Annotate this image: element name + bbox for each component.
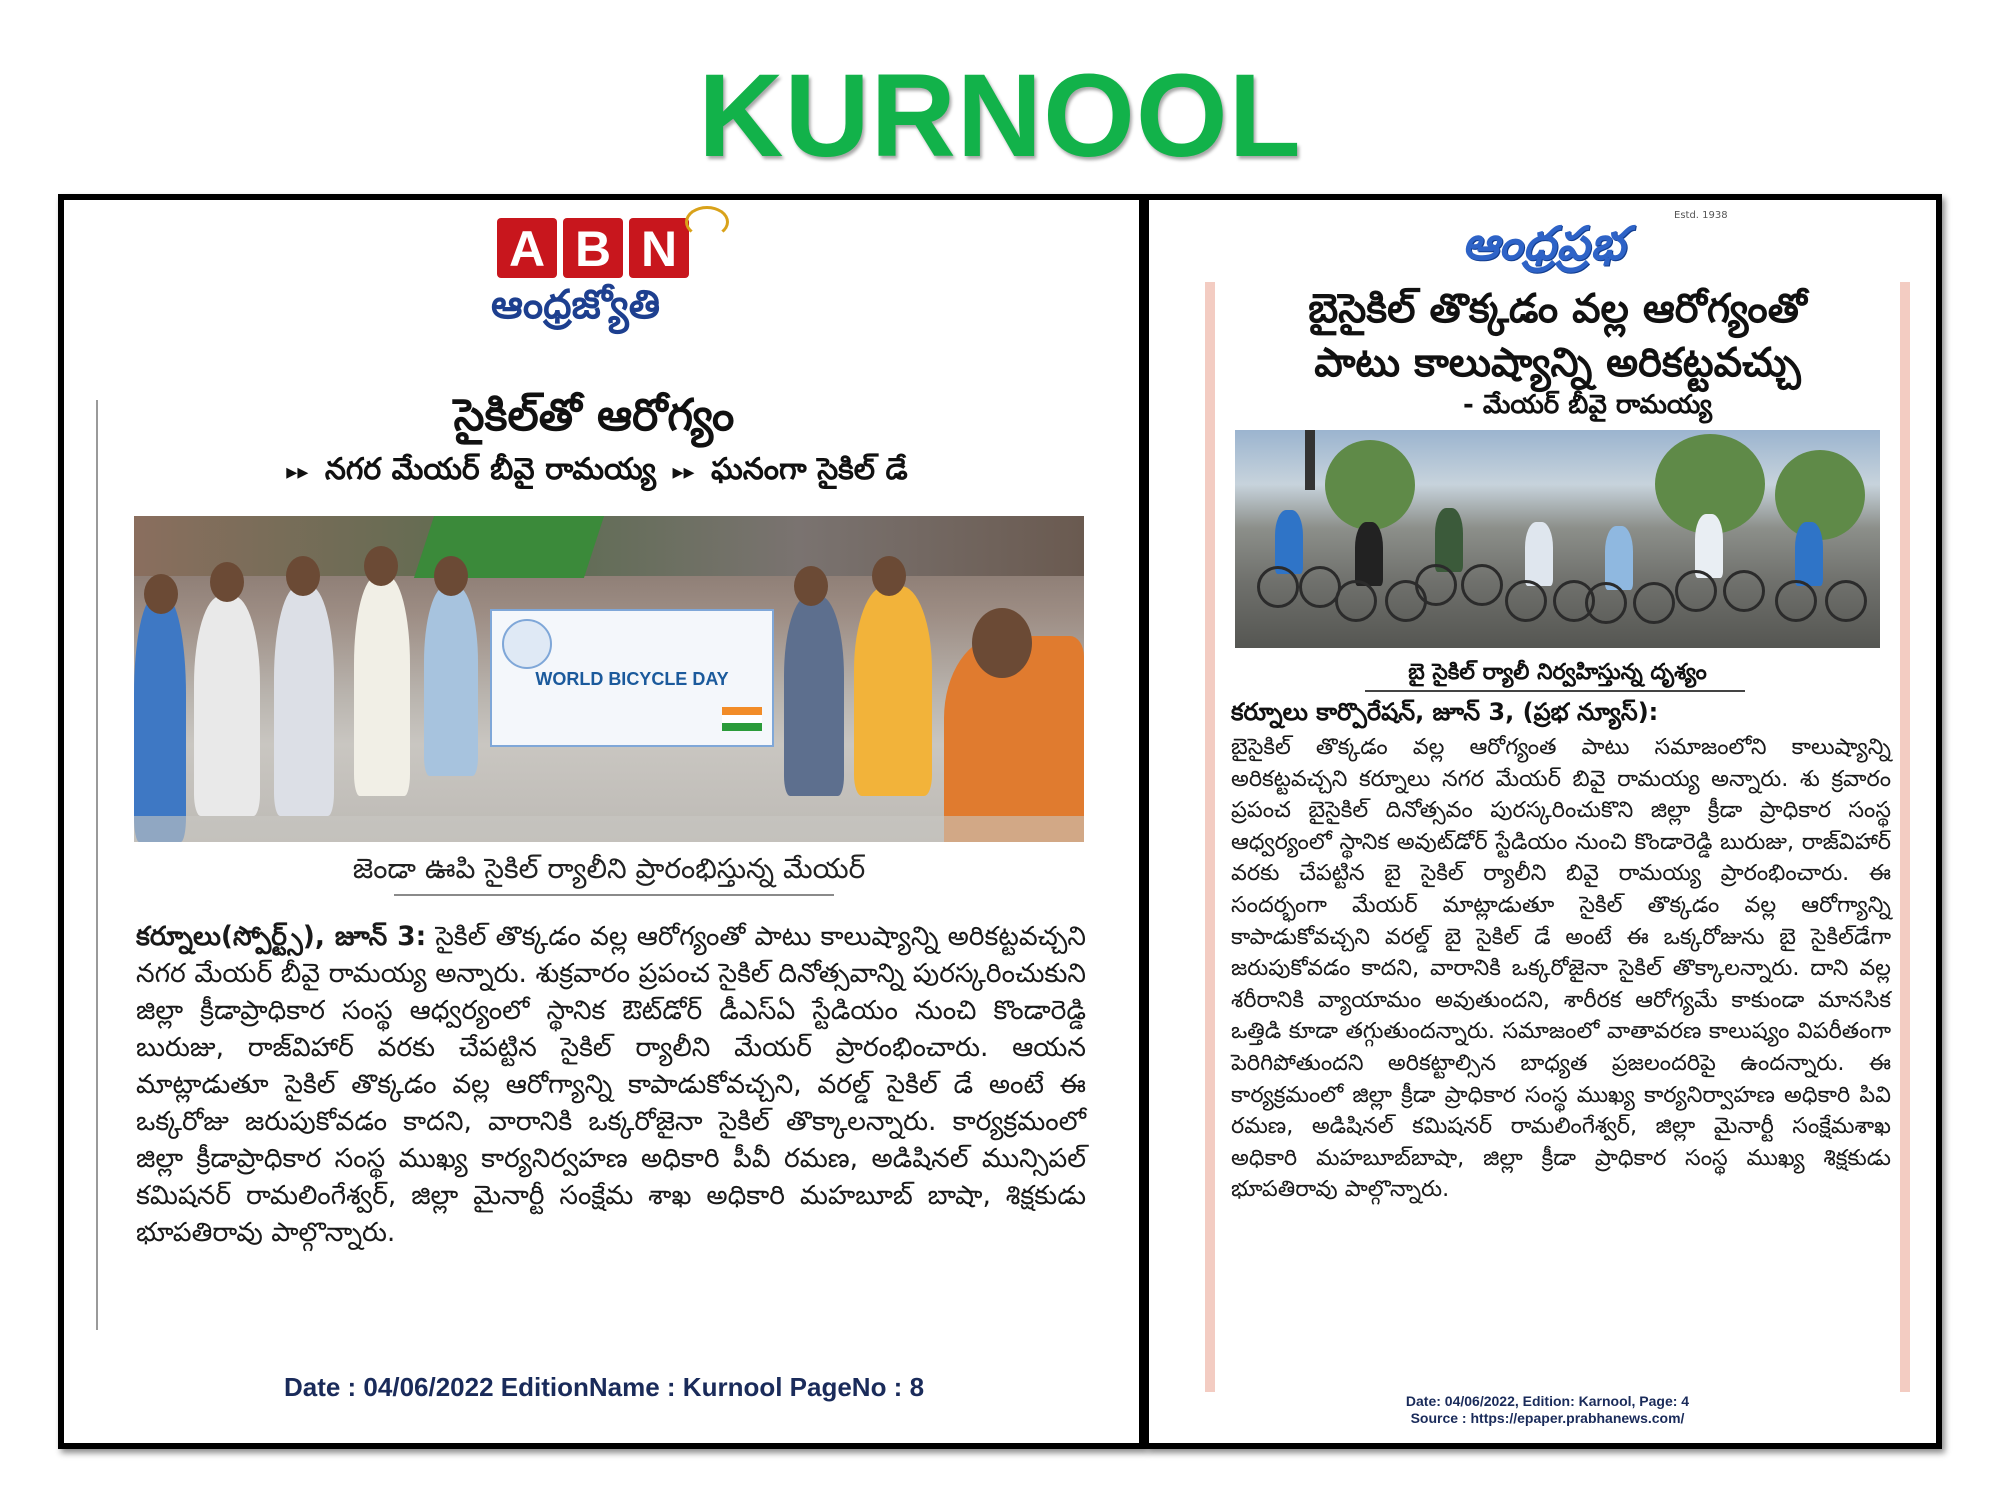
article-text: సైకిల్ తొక్కడం వల్ల ఆరోగ్యంతో పాటు కాలుష్యాన్ని అరికట్టవచ్చని నగర మేయర్ బీవై రామయ్య అన్నారు. శుక్రవారం ప్రపంచ సైకిల్ దినోత్సవాన్ని పురస్కరించుకుని జిల్లా క్రీడాప్రాధికార సంస్థ ఆధ్వర్యంలో స్థానిక ఔట్‌డోర్ డీఎస్ఏ స్టేడియం నుంచి కొండారెడ్డి బురుజు, రాజ్‌విహార్ వరకు చేపట్టిన సైకిల్ ర్యాలీని మేయర్ ప్రారంభించారు. ఆయన మాట్లాడుతూ సైకిల్ తొక్కడం వల్ల ఆరోగ్యాన్ని కాపాడుకోవచ్చని, వరల్డ్ సైకిల్ డే అంటే ఈ ఒక్కరోజు జరుపుకోవడం కాదని, వారానికి ఒక్కరోజైనా సైకిల్ తొక్కాలన్నారు. కార్యక్రమంలో జిల్లా క్రీడాప్రాధికార సంస్థ ముఖ్య కార్యనిర్వహణ అధికారి పీవీ రమణ, అడిషినల్ మున్సిపల్ కమిషనర్ రామలింగేశ్వర్, జిల్లా మైనార్టీ సంక్షేమ శాఖ అధికారి మహబూబ్ బాషా, శిక్షకుడు భూపతిరావు పాల్గొన్నారు.	[136, 921, 1086, 1248]
article-panel	[1205, 282, 1910, 1392]
caption-underline	[394, 894, 834, 896]
flag-icon	[722, 707, 762, 731]
article-byline: - మేయర్ బీవై రామయ్య	[1463, 390, 1712, 420]
logo-letter-a: A	[497, 218, 557, 278]
subhead-item: నగర మేయర్ బీవై రామయ్య	[324, 452, 656, 487]
bullet-arrow-icon: ▸▸	[672, 460, 695, 485]
article-headline	[1215, 282, 1900, 390]
photo-caption: జెండా ఊపి సైకిల్ ర్యాలీని ప్రారంభిస్తున్న మేయర్	[352, 852, 866, 885]
edition-footer: Date : 04/06/2022 EditionName : Kurnool PageNo : 8	[283, 1372, 925, 1402]
edition-date-line: Date: 04/06/2022, Edition: Karnool, Page: 4	[1405, 1393, 1690, 1409]
column-rule	[96, 400, 98, 1330]
abn-andhrajyothy-logo	[487, 218, 757, 368]
headline-line: బైసైకిల్ తొక్కడం వల్ల ఆరోగ్యంతో	[1308, 286, 1807, 332]
logo-subtitle: ఆంధ్రజ్యోతి	[491, 282, 660, 328]
article-dateline: కర్నూలు కార్పొరేషన్, జూన్ 3, (ప్రభ న్యూస్):	[1231, 698, 1659, 726]
article-headline: సైకిల్‌తో ఆరోగ్యం	[453, 390, 735, 441]
logo-letter-b: B	[563, 218, 623, 278]
photo-caption: బై సైకిల్ ర్యాలీ నిర్వహిస్తున్న దృశ్యం	[1408, 660, 1707, 685]
abn-clipping	[58, 194, 1145, 1449]
logo-letter-n: N	[629, 218, 689, 278]
world-bicycle-day-banner	[490, 609, 774, 747]
bullet-arrow-icon: ▸▸	[286, 460, 309, 485]
logo-swirl-icon	[685, 206, 729, 238]
article-body: బైసైకిల్ తొక్కడం వల్ల ఆరోగ్యంత పాటు సమాజంలోని కాలుష్యాన్ని అరికట్టవచ్చని కర్నూలు నగర మేయర్ బివై రామయ్య అన్నారు. శు క్రవారం ప్రపంచ బైసైకిల్ దినోత్సవం పురస్కరించుకొని జిల్లా క్రీడా ప్రాధికార సంస్థ ఆధ్వర్యంలో స్థానిక అవుట్‌డోర్ స్టేడియం నుంచి కొండారెడ్డి బురుజు, రాజ్‌విహార్ వరకు చేపట్టిన బై సైకిల్ ర్యాలీని బివై రామయ్య ప్రారంభించారు. ఈ సందర్భంగా మేయర్ మాట్లాడుతూ సైకిల్ తొక్కడం వల్ల ఆరోగ్యాన్ని కాపాడుకోవచ్చని వరల్డ్ బై సైకిల్ డే అంటే ఈ ఒక్కరోజును బై సైకిల్‌డేగా జరుపుకోవడం కాదని, వారానికి ఒక్కరోజైనా సైకిల్ తొక్కాలన్నారు. దాని వల్ల శరీరానికి వ్యాయామం అవుతుందని, శారీరక ఆరోగ్యమే కాకుండా మానసిక ఒత్తిడి కూడా తగ్గుతుందన్నారు. సమాజంలో వాతావరణ కాలుష్యం విపరీతంగా పెరిగిపోతుందని అరికట్టాల్సిన బాధ్యత ప్రజలందరిపై ఉందన్నారు. ఈ కార్యక్రమంలో జిల్లా క్రీడా ప్రాధికార సంస్థ ముఖ్య కార్యనిర్వాహణ అధికారి పివి రమణ, అడిషినల్ కమిషనర్ రామలింగేశ్వర్, జిల్లా మైనార్టీ సంక్షేమశాఖ అధికారి మహబూబ్‌బాషా, జిల్లా క్రీడా ప్రాధికార సంస్థ ముఖ్య శిక్షకుడు భూపతిరావు పాల్గొన్నారు.	[1231, 734, 1891, 1203]
caption-underline	[1365, 690, 1745, 692]
article-subhead	[104, 452, 1084, 494]
andhraprabha-logo: ఆంధ్రప్రభ	[1462, 216, 1626, 270]
cycle-rally-photo	[1235, 430, 1880, 648]
prabha-clipping	[1145, 194, 1942, 1449]
article-dateline: కర్నూలు(స్పోర్ట్స్), జూన్ 3:	[136, 921, 427, 952]
page-title: KURNOOL	[698, 50, 1302, 182]
article-body	[136, 918, 1086, 1251]
headline-line: పాటు కాలుష్యాన్ని అరికట్టవచ్చు	[1314, 340, 1801, 386]
rally-photo	[134, 516, 1084, 842]
logo-est-text: Estd. 1938	[1674, 210, 1728, 221]
edition-footer	[1149, 1393, 1946, 1427]
subhead-item: ఘనంగా సైకిల్ డే	[710, 452, 908, 487]
source-url-line: Source : https://epaper.prabhanews.com/	[1410, 1410, 1685, 1426]
banner-text: WORLD BICYCLE DAY	[535, 669, 729, 689]
